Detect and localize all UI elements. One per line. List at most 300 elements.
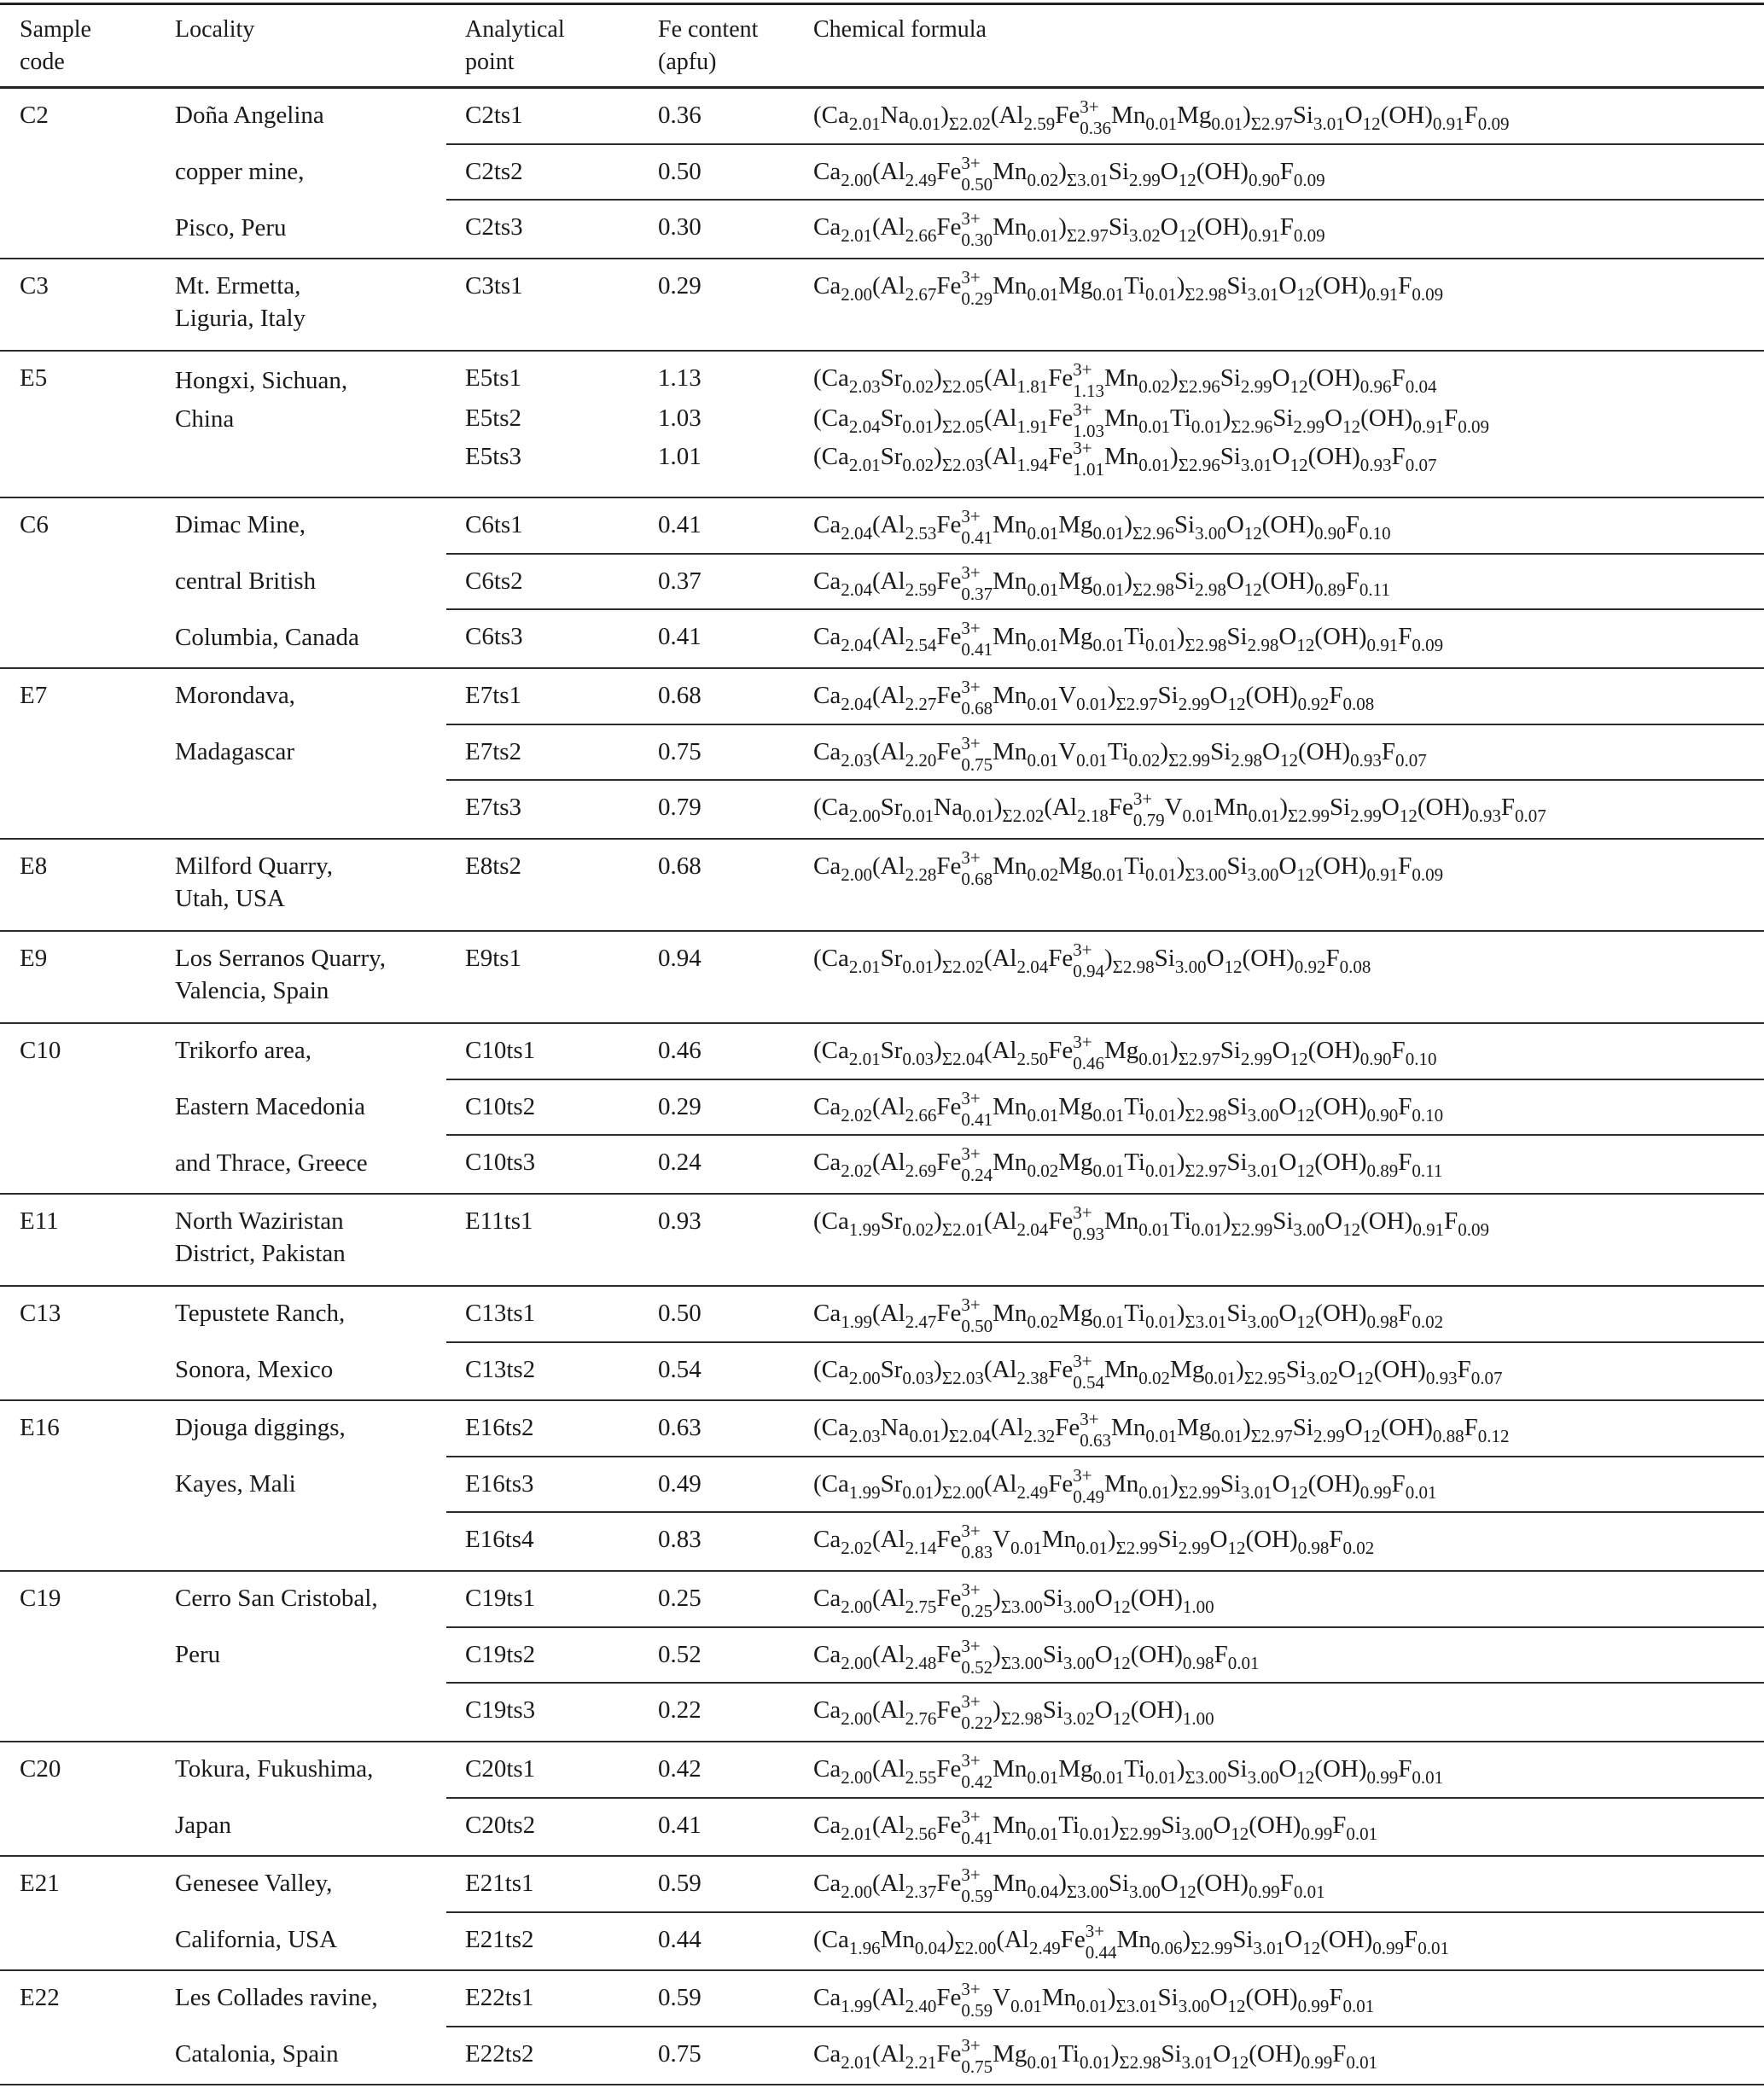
formula-subscript: 3.00 [1181,1823,1214,1844]
formula-subscript: 12 [1112,1708,1131,1729]
table-row [446,1343,1764,1399]
analytical-point: C6ts2 [465,567,523,595]
formula-element: Si [1220,1037,1241,1064]
locality [175,1582,378,1695]
formula-element: Fe [1048,1355,1074,1383]
formula-subscript: 2.02 [841,1160,872,1181]
formula-subscript: 2.01 [841,2051,872,2073]
table-row [446,1024,1764,1080]
formula-subscript: 2.03 [841,749,872,771]
header-locality [175,14,254,46]
formula-element: O [1094,1696,1113,1724]
formula-element: (Al [996,1925,1029,1953]
formula-subscript: 2.49 [905,169,937,190]
formula-subscript: 12 [1290,455,1308,475]
formula-element: (Al [983,1037,1017,1064]
formula-element: (Al [871,1149,905,1176]
formula-element: Si [1226,1300,1248,1327]
formula-element: (Al [871,1755,905,1783]
fe-content: 0.22 [658,1696,702,1724]
locality-line: Mt. Ermetta, [175,272,301,300]
formula-subscript: 2.04 [841,523,872,544]
formula-element: (OH) [1130,1696,1183,1724]
formula-charge-stack [961,208,993,250]
formula-subscript: 0.02 [1138,1367,1171,1388]
formula-charge-stack [961,2034,993,2077]
header-analytical-point-line2: point [465,49,515,75]
formula-subscript: 12 [1279,749,1298,771]
formula-superscript: 3+ [961,1143,981,1164]
formula-subscript: 0.04 [1027,1882,1059,1902]
formula-superscript: 3+ [1073,1464,1092,1486]
formula-element: (Al [990,1414,1024,1441]
formula-element: Mn [1104,443,1139,470]
table-row [446,145,1764,201]
formula-subscript: Σ2.96 [1178,376,1220,397]
formula-element: F [1279,213,1294,241]
formula-subscript: 3.00 [1247,1767,1279,1788]
formula-element: Mn [1104,364,1139,392]
formula-element: F [1329,1526,1343,1553]
formula-subscript: 3.00 [1195,523,1226,544]
fe-content: 1.01 [658,443,702,470]
chemical-formula [813,1920,1449,1963]
formula-charge-stack [1073,440,1104,479]
locality [175,1981,378,2094]
formula-subscript: Σ2.02 [1002,806,1045,826]
locality [175,1411,346,1524]
table-row [446,725,1764,782]
formula-subscript: 3.00 [1293,1219,1325,1240]
formula-subscript: 2.00 [848,1367,881,1388]
formula-subscript: 2.00 [841,1767,872,1788]
table-group [0,1195,1764,1287]
locality-line: Djouga diggings, [175,1414,346,1441]
chemical-formula [813,2034,1378,2077]
formula-element: (OH) [1307,1469,1360,1498]
formula-subscript: 0.08 [1339,957,1371,977]
table-group [0,259,1764,352]
formula-subscript: 12 [1231,1823,1249,1844]
formula-element: Sr [880,794,903,821]
formula-subscript: 0.01 [1138,416,1171,437]
formula-element: Sr [880,443,903,470]
formula-superscript: 3+ [961,732,981,753]
formula-element: (Al [871,1984,905,2011]
formula-subscript: 0.02 [1027,169,1059,190]
formula-subscript: Σ3.00 [1000,1652,1043,1673]
formula-subscript: 0.41 [961,1827,993,1848]
formula-charge-stack [1073,399,1104,441]
chemical-formula [813,1143,1443,1185]
formula-element: (Al [871,1526,905,1553]
formula-element: Si [1292,102,1313,129]
formula-element: Ca [813,852,841,880]
formula-element: Mg [1058,567,1093,595]
formula-element: (Al [983,1469,1017,1498]
formula-element: Sr [880,1355,903,1383]
formula-element: (Ca [813,1355,849,1383]
formula-subscript: 2.66 [905,225,937,246]
analytical-point: C10ts1 [465,1037,536,1064]
formula-element: Mn [993,1870,1028,1897]
formula-element: Fe [936,1984,962,2011]
formula-superscript: 3+ [1080,1409,1099,1429]
formula-superscript: 3+ [961,1979,981,1999]
locality-line: Columbia, Canada [175,624,359,651]
formula-subscript: 2.49 [1016,1481,1049,1503]
chemical-formula [813,152,1325,195]
formula-element: (Ca [813,1414,849,1441]
formula-element: (OH) [1249,2039,1301,2068]
formula-subscript: 1.00 [1182,1708,1214,1729]
chemical-formula [813,561,1390,604]
formula-element: Mn [1104,1355,1139,1383]
formula-element: Mg [1058,1149,1093,1176]
analytical-point: C6ts1 [465,511,523,538]
formula-charge-stack [961,1579,993,1621]
formula-subscript: 0.09 [1412,635,1444,655]
formula-element: F [1332,1811,1347,1839]
formula-element: (OH) [1245,1526,1298,1553]
formula-element: Si [1173,567,1196,595]
analytical-point: E7ts2 [465,737,522,765]
locality-line: central British [175,567,317,595]
sample-code: E5 [20,364,48,392]
formula-element: O [1272,364,1290,392]
formula-element: ) [1182,1925,1191,1953]
formula-element: Si [1042,1585,1063,1612]
formula-subscript: 0.01 [1138,1049,1171,1069]
formula-element: O [1225,567,1244,595]
formula-element: F [1329,682,1343,709]
formula-subscript: 1.99 [848,1219,881,1240]
formula-subscript: 0.50 [961,173,993,195]
table-row [446,555,1764,611]
formula-element: Ca [813,623,841,650]
formula-element: Fe [936,1870,962,1897]
formula-superscript: 3+ [961,1806,981,1827]
formula-charge-stack [961,506,993,548]
formula-subscript: 2.01 [841,1823,872,1844]
formula-element: (Ca [813,102,849,129]
formula-subscript: 0.06 [1150,1937,1183,1958]
formula-element: Fe [936,567,962,595]
analytical-point: C10ts2 [465,1092,536,1120]
formula-subscript: 0.91 [1412,416,1445,437]
formula-element: (Al [871,2039,905,2068]
formula-subscript: Σ2.98 [1185,635,1227,655]
formula-subscript: Σ3.01 [1185,1312,1227,1332]
formula-subscript: 0.01 [1346,2051,1378,2073]
analytical-point: E16ts2 [465,1414,534,1441]
formula-subscript: 2.99 [1240,376,1272,397]
formula-superscript: 3+ [1073,1350,1092,1371]
formula-element: Si [1161,2039,1182,2068]
chemical-formula [813,1464,1437,1507]
table-row [446,437,1764,497]
locality-line: Doña Angelina [175,102,324,129]
formula-subscript: 0.41 [961,527,993,548]
locality-line: Eastern Macedonia [175,1093,366,1120]
formula-element: Mn [993,852,1028,880]
sample-code: E11 [20,1207,59,1235]
formula-element: Si [1232,1925,1254,1953]
table-row [446,840,1764,930]
formula-subscript: 12 [1342,1219,1361,1240]
formula-element: O [1160,157,1179,185]
formula-subscript: 2.75 [905,1597,937,1617]
formula-element: ) [934,1469,942,1498]
formula-element: (Ca [813,1037,849,1064]
formula-subscript: Σ2.96 [1231,416,1273,437]
formula-subscript: 0.01 [1076,749,1108,771]
formula-subscript: 0.01 [909,113,941,134]
formula-element: Si [1108,213,1130,241]
analytical-point: C19ts1 [465,1585,536,1612]
locality-line: Les Collades ravine, [175,1984,378,2011]
chemical-formula [813,506,1391,548]
formula-element: (Al [871,567,905,595]
fe-content: 0.59 [658,1984,702,2011]
table-row [446,1857,1764,1913]
formula-subscript: Σ2.00 [954,1937,997,1958]
formula-element: O [1272,443,1290,470]
formula-element: ) [940,102,949,129]
table-row [446,1799,1764,1855]
formula-element: Na [934,794,963,821]
formula-subscript: 0.01 [902,957,934,977]
formula-subscript: 1.99 [848,1481,881,1503]
formula-subscript: 2.04 [1016,1219,1049,1240]
formula-element: Si [1161,1811,1182,1839]
formula-subscript: 0.91 [1248,225,1280,246]
formula-subscript: 0.88 [1432,1426,1464,1446]
formula-subscript: 3.01 [1313,113,1345,134]
formula-element: ) [1279,794,1288,821]
formula-element: Ti [1124,623,1145,650]
formula-element: ) [1104,945,1113,972]
locality [175,1753,373,1865]
formula-subscript: 2.99 [1129,169,1161,190]
formula-charge-stack [961,847,993,889]
formula-element: O [1278,1149,1297,1176]
formula-superscript: 3+ [961,1579,981,1600]
formula-element: Sr [880,364,903,392]
formula-superscript: 3+ [1073,939,1092,960]
fe-content: 0.41 [658,511,702,538]
analytical-point: E11ts1 [465,1207,533,1235]
formula-subscript: 0.01 [1145,284,1177,305]
formula-subscript: 2.40 [905,1996,937,2016]
formula-subscript: 12 [1227,694,1246,714]
formula-subscript: 12 [1362,113,1381,134]
locality-line: Hongxi, Sichuan, [175,367,348,394]
formula-element: (Al [871,1300,905,1327]
formula-subscript: 0.04 [914,1937,946,1958]
formula-subscript: Σ2.00 [941,1481,984,1503]
formula-subscript: 0.01 [1027,694,1059,714]
locality [175,679,295,792]
formula-superscript: 3+ [1132,788,1153,809]
formula-charge-stack [961,1750,993,1792]
header-locality-line1: Locality [175,16,255,43]
formula-element: ) [993,1640,1001,1668]
formula-element: Fe [1048,945,1074,972]
chemical-formula [813,1750,1444,1792]
analytical-point: E7ts3 [465,794,522,821]
analytical-points [446,1742,1764,1855]
formula-subscript: 12 [1302,1937,1321,1958]
formula-element: Mn [1111,102,1146,129]
formula-element: (Al [983,364,1017,392]
formula-element: Si [1108,1870,1130,1897]
formula-subscript: Σ2.05 [941,416,984,437]
formula-subscript: 2.01 [848,113,881,134]
formula-subscript: Σ2.97 [1115,694,1158,714]
formula-element: (Al [871,682,905,709]
formula-subscript: 0.89 [1366,1160,1399,1181]
table-header [0,5,1764,89]
formula-subscript: 3.02 [1306,1367,1338,1388]
sample-code: C10 [20,1037,61,1064]
formula-element: (Ca [813,1925,849,1953]
formula-subscript: 12 [1355,1367,1374,1388]
formula-superscript: 3+ [961,1294,981,1315]
formula-subscript: 2.99 [1178,1538,1210,1558]
formula-subscript: 1.99 [841,1312,872,1332]
formula-element: (OH) [1307,443,1360,470]
formula-element: O [1278,1755,1297,1783]
table-group [0,1287,1764,1401]
analytical-point: C2ts2 [465,157,523,185]
formula-subscript: 12 [1290,1481,1308,1503]
formula-subscript: 0.68 [961,698,993,718]
formula-element: Si [1157,682,1179,709]
formula-subscript: 0.01 [1145,113,1178,134]
analytical-point: E22ts1 [465,1984,534,2011]
formula-subscript: 3.00 [1178,1996,1210,2016]
analytical-points [446,840,1764,930]
formula-subscript: 0.01 [1227,1652,1260,1673]
formula-element: Fe [936,1092,962,1120]
locality-line: Tepustete Ranch, [175,1300,346,1327]
formula-subscript: 0.92 [1294,957,1326,977]
formula-subscript: 0.41 [961,1108,993,1130]
formula-element: F [1398,272,1412,300]
locality-line: Cerro San Cristobal, [175,1585,378,1612]
locality-line: Valencia, Spain [175,977,329,1004]
formula-subscript: 0.01 [1293,1882,1325,1902]
formula-subscript: 0.11 [1412,1160,1443,1181]
header-sample-code-line2: code [20,49,65,75]
sample-code: E9 [20,945,48,972]
formula-subscript: 3.01 [1253,1937,1285,1958]
formula-subscript: 2.55 [905,1767,937,1788]
formula-subscript: Σ2.99 [1231,1219,1273,1240]
locality-line: Catalonia, Spain [175,2040,339,2068]
locality [175,942,386,1007]
fe-content: 0.30 [658,213,702,241]
locality-line: Tokura, Fukushima, [175,1755,374,1783]
fe-content: 0.52 [658,1640,702,1668]
formula-element: Mg [1058,511,1093,538]
formula-element: Ti [1124,1092,1145,1120]
formula-subscript: 0.83 [961,1542,993,1562]
formula-element: ) [1176,1755,1185,1783]
formula-subscript: Σ2.03 [941,455,984,475]
header-fe-content-line2: (apfu) [658,49,717,75]
formula-element: Fe [1048,1037,1074,1064]
formula-element: Mn [993,1149,1028,1176]
formula-subscript: 0.12 [1477,1426,1510,1446]
formula-subscript: 0.91 [1412,1219,1445,1240]
formula-element: Mn [993,157,1028,185]
formula-element: Ti [1124,1300,1145,1327]
formula-element: (OH) [1314,1300,1367,1327]
formula-element: ) [1170,443,1179,470]
formula-charge-stack [1085,1920,1117,1963]
formula-subscript: 0.24 [961,1165,993,1185]
table-group [0,1401,1764,1572]
formula-charge-stack [961,732,993,775]
formula-subscript: 2.37 [905,1882,937,1902]
locality [175,1034,368,1203]
formula-element: Ti [1058,2039,1080,2068]
formula-element: O [1209,1984,1228,2011]
table-row [446,89,1764,145]
formula-subscript: 2.98 [1195,579,1226,600]
formula-element: (Ca [813,794,849,821]
formula-element: O [1206,945,1225,972]
chemical-formula [813,620,1443,659]
formula-subscript: 2.00 [848,806,881,826]
formula-element: F [1381,737,1396,765]
fe-content: 0.41 [658,1811,702,1839]
chemical-formula [813,359,1437,401]
formula-element: Sr [880,1037,903,1064]
fe-content: 0.29 [658,272,702,300]
formula-subscript: 0.68 [961,869,993,889]
formula-element: ) [1222,404,1231,432]
formula-element: (Al [1044,794,1078,821]
formula-subscript: 12 [1290,1049,1308,1069]
formula-element: Fe [936,157,962,185]
formula-element: (Ca [813,1469,849,1498]
table-row [446,201,1764,257]
formula-element: O [1337,1355,1356,1383]
formula-subscript: 0.75 [961,2056,993,2077]
formula-subscript: 0.93 [1350,749,1382,771]
formula-subscript: 0.52 [961,1656,993,1678]
formula-subscript: 0.90 [1248,169,1280,190]
formula-subscript: 0.01 [1027,635,1059,655]
formula-element: ) [1176,852,1185,880]
formula-subscript: 3.01 [1240,1481,1272,1503]
formula-element: (Al [871,1870,905,1897]
formula-element: F [1398,1755,1412,1783]
formula-element: F [1404,1925,1418,1953]
formula-element: (OH) [1261,567,1314,595]
formula-subscript: 0.99 [1372,1937,1405,1958]
formula-subscript: 2.54 [905,635,937,655]
fe-content: 0.83 [658,1526,702,1553]
formula-subscript: 2.00 [841,169,872,190]
formula-element: (OH) [1373,1355,1426,1383]
formula-subscript: 0.37 [961,583,993,604]
formula-element: Fe [936,272,962,300]
formula-subscript: 2.18 [1077,806,1109,826]
